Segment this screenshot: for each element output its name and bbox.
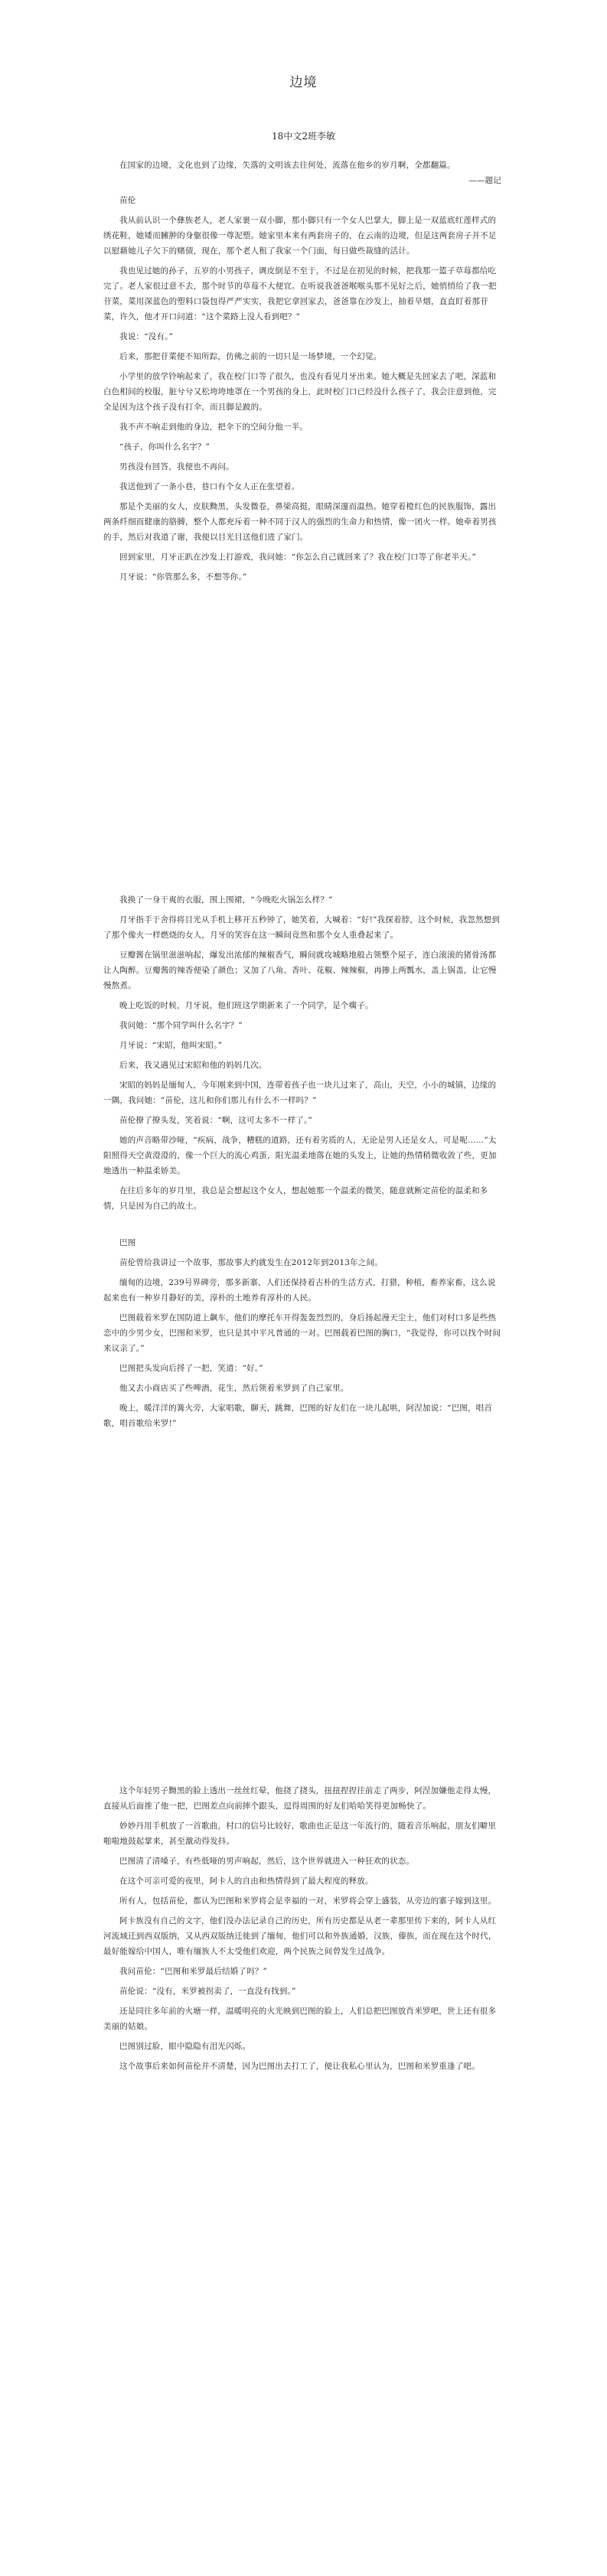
paragraph: 我说：“没有。” [119, 332, 174, 341]
paragraph: 月牙说：“宋昭，他叫宋昭。” [119, 1041, 223, 1050]
paragraph: 苗伦说：“没有，米罗被拐卖了，一直没有找到。” [119, 1987, 296, 1996]
paragraph: “孩子，你叫什么名字？” [119, 442, 210, 452]
paragraph: 月牙指手于舍得将目光从手机上移开五秒钟了，她笑着，大喊着：“好!”我探着脖，这个时候，我忽然想到了那个像火一样燃烧的女人，月牙的笑容在这一瞬间竟然和那个女人重叠起来了。 [103, 915, 501, 940]
essay-section-continued [103, 892, 501, 1436]
paragraph: 晚上，暖洋洋的篝火旁，大家唱歌，聊天，跳舞，巴图的好友们在一块儿起哄，阿涅加说：“巴图，唱首歌，唱首歌给米罗!” [103, 1404, 493, 1428]
paragraph: 在往后多年的岁月里，我总是会想起这个女人，想起她那一个温柔的微笑，随意就断定苗伦的温柔和多情，只是因为自己的故土。 [103, 1186, 488, 1211]
essay-section-batu-continued [103, 1783, 501, 2079]
paragraph: 宋昭的妈妈是缅甸人，今年刚来到中国，连带着孩子也一块儿过来了，高山，天空，小小的城镇，边缘的一隅，我问她：“苗伦，这儿和你们那儿有什么不一样吗？” [103, 1081, 497, 1105]
paragraph: 所有人，包括苗伦，都认为巴图和米罗将会是幸福的一对，米罗将会穿上盛装，从旁边的寨子嫁到这里。 [119, 1896, 497, 1906]
paragraph: 小学里的放学铃响起来了，我在校门口等了很久，也没有看见月牙出来。她大概是先回家去了吧，深蓝和白色相间的校服，脏兮兮又松垮垮地罩在一个男孩的身上，此时校门口已经没什么孩子了，我会注意到他，完全是因为这个孩子没有打伞，而且脚是跛的。 [103, 372, 497, 412]
paragraph: 苗伦曾给我讲过一个故事，那故事大约就发生在2012年到2013年之间。 [119, 1258, 383, 1267]
paragraph: 那是个美丽的女人，皮肤黝黑，头发微卷，鼻梁高挺，眼睛深邃而温热。她穿着橙红色的民族服饰，露出两条纤细而健康的胳膊，整个人都充斥着一种不同于汉人的强烈的生命力和热情，像一团火一样。她牵着男孩的手，然后对我道了谢，我便以目光目送他们进了家门。 [103, 502, 497, 542]
section-heading: 苗伦 [119, 196, 136, 205]
paragraph: 这个年轻男子黝黑的脸上透出一丝丝红晕，他挠了挠头，扭扭捏捏往前走了两步，阿涅加嫌他走得太慢，直接从后面推了他一把，巴图差点向前摔个跟头，逗得周围的好友们哈哈笑得更加畅快了。 [103, 1786, 497, 1811]
paragraph: 巴图清了清嗓子，有些低哑的男声响起，然后，这个世界就进入一种狂欢的状态。 [119, 1857, 415, 1866]
paragraph: 我也见过她的孙子，五岁的小男孩子，调皮倒是不至于，不过是在初见的时候，把我那一篮子草莓都给吃完了。老人家很过意不去，那个时节的草莓不大便宜。在听说我爸爸喉喉头那不见好之后，她悄悄给了我一把苷菜，菜用深蓝色的塑料口袋包得严严实实，我把它拿回家去，爸爸靠在沙发上，抽着旱烟，直直盯着那苷菜，许久，他才开口问道：“这个菜路上没人看到吧？” [103, 266, 497, 321]
paragraph: 我不声不响走到他的身边，把伞下的空间分他一半。 [119, 422, 308, 432]
paragraph: 阿卡族没有自己的文字，他们没办法记录自己的历史，所有历史都是从老一辈那里传下来的，阿卡人从红河流域迁到西双版纳，又从西双版纳迁徙到了缅甸，他们可以和外族通婚，汉族，傣族，而在现在这个时代，最好能嫁给中国人，唯有缅族人不太受他们欢迎，两个民族之间曾发生过战争。 [103, 1916, 497, 1956]
paragraph: 男孩没有回答，我便也不再问。 [119, 462, 234, 471]
paragraph: 她的声音略带沙哑，“疾病，战争，糟糕的道路，还有着劣质的人，无论是男人还是女人，可是呢……”太阳照得天空黄澄澄的，像一个巨大的流心鸡蛋，阳光温柔地落在她的头发上，让她的热情稍微收敛了些，更加地透出一种温柔娇美。 [103, 1136, 497, 1176]
essay-title: 边境 [289, 75, 318, 90]
paragraph: 我问苗伦：“巴图和米罗最后结婚了吗？” [119, 1967, 268, 1976]
paragraph: 他又去小商店买了些啤酒，花生，然后领着米罗到了自己家里。 [119, 1384, 349, 1393]
paragraph: 晚上吃饭的时候，月牙说，他们班这学期新来了一个同学，是个瘸子。 [119, 1001, 374, 1010]
essay-section-miaolun [103, 158, 501, 589]
paragraph: 回到家里，月牙正趴在沙发上打游戏，我问她：“你怎么自己就回来了？我在校门口等了你老半天。” [119, 553, 476, 562]
epigraph: 在国家的边境，文化也到了边缘，失落的文明该去往何处，流落在他乡的岁月啊，全都翻篇。 [119, 161, 455, 170]
paragraph: 月牙说：“你管那么多，不想等你。” [119, 572, 247, 582]
paragraph: 后来，我又遇见过宋昭和他的妈妈几次。 [119, 1061, 267, 1070]
paragraph: 我问她：“那个同学叫什么名字？” [119, 1021, 243, 1030]
paragraph: 这个故事后来如何苗伦并不清楚，因为巴图出去打工了，便让我私心里认为，巴图和米罗重逢了吧。 [119, 2062, 480, 2071]
paragraph: 缅甸的边境，239号界碑旁，那多新寨，人们还保持着古朴的生活方式，打猎，种植，畜养家畜，这么说起来也有一种岁月静好的美，淳朴的土地养育淳朴的人民。 [103, 1278, 496, 1303]
section-heading: 巴图 [119, 1238, 136, 1247]
paragraph: 妙妙丹用手机放了一首歌曲，村口的信号比较好，歌曲也正是这一年流行的，随着音乐响起，朋友们噼里啪啦地鼓起掌来，甚至激动得发抖。 [103, 1821, 497, 1846]
epigraph-attribution: ——题记 [468, 176, 501, 185]
paragraph: 豆瓣酱在锅里滋滋响起，爆发出浓郁的辣椒香气，瞬间就攻城略地般占领整个屋子，连白滚滚的猪骨汤都让人陶醉。豆瓣酱的辣香便染了颜色；又加了八角、香叶、花椒、辣辣椒，再掺上两瓢水，盖上锅盖，让它慢慢熬煮。 [103, 951, 497, 990]
paragraph: 在这个可亲可爱的夜里，阿卡人的自由和热情得到了最大程度的释放。 [119, 1877, 374, 1886]
paragraph: 我换了一身干爽的衣服，围上围裙，“今晚吃火锅怎么样？” [119, 895, 333, 905]
paragraph: 我从前认识一个彝族老人，老人家裹一双小脚，那小脚只有一个女人巴掌大，脚上是一双蓝底红莲样式的绣花鞋，她矮而臃肿的身躯很像一尊泥塑。她家里本来有两套房子的，在云南的边境，但是这两套房子并不足以慰藉她儿子欠下的赌债，现在，那个老人租了我家一个门面，每日做些裁缝的活计。 [103, 216, 497, 256]
paragraph: 还是同往多年前的火塘一样，温暖明亮的火光映到巴图的脸上，人们总把巴图放肖米罗吧，世上还有很多美丽的姑娘。 [103, 2007, 497, 2031]
paragraph: 巴图别过脸，眼中隐隐有泪光闪烁。 [119, 2042, 251, 2051]
paragraph: 我送他到了一条小巷，巷口有个女人正在张望着。 [119, 482, 300, 491]
paragraph: 苗伦撩了撩头发，笑着说：“啊，这可太多不一样了。” [119, 1116, 312, 1125]
essay-author: 18中文2班李敏 [272, 131, 335, 142]
paragraph: 后来，那把苷菜便不知所踪，仿佛之前的一切只是一场梦境，一个幻觉。 [119, 352, 382, 361]
paragraph: 巴图载着米罗在国防道上飙车，他们的摩托车开得轰轰烈烈的，身后扬起漫天尘土，他们对村口多是些热恋中的少男少女，巴图和米罗，也只是其中平凡普通的一对。巴图载着巴图的胸口，“我觉得，你可以找个时间来议亲了。” [103, 1313, 501, 1353]
paragraph: 巴图把头发向后捋了一把，笑道：“好。” [119, 1364, 263, 1373]
